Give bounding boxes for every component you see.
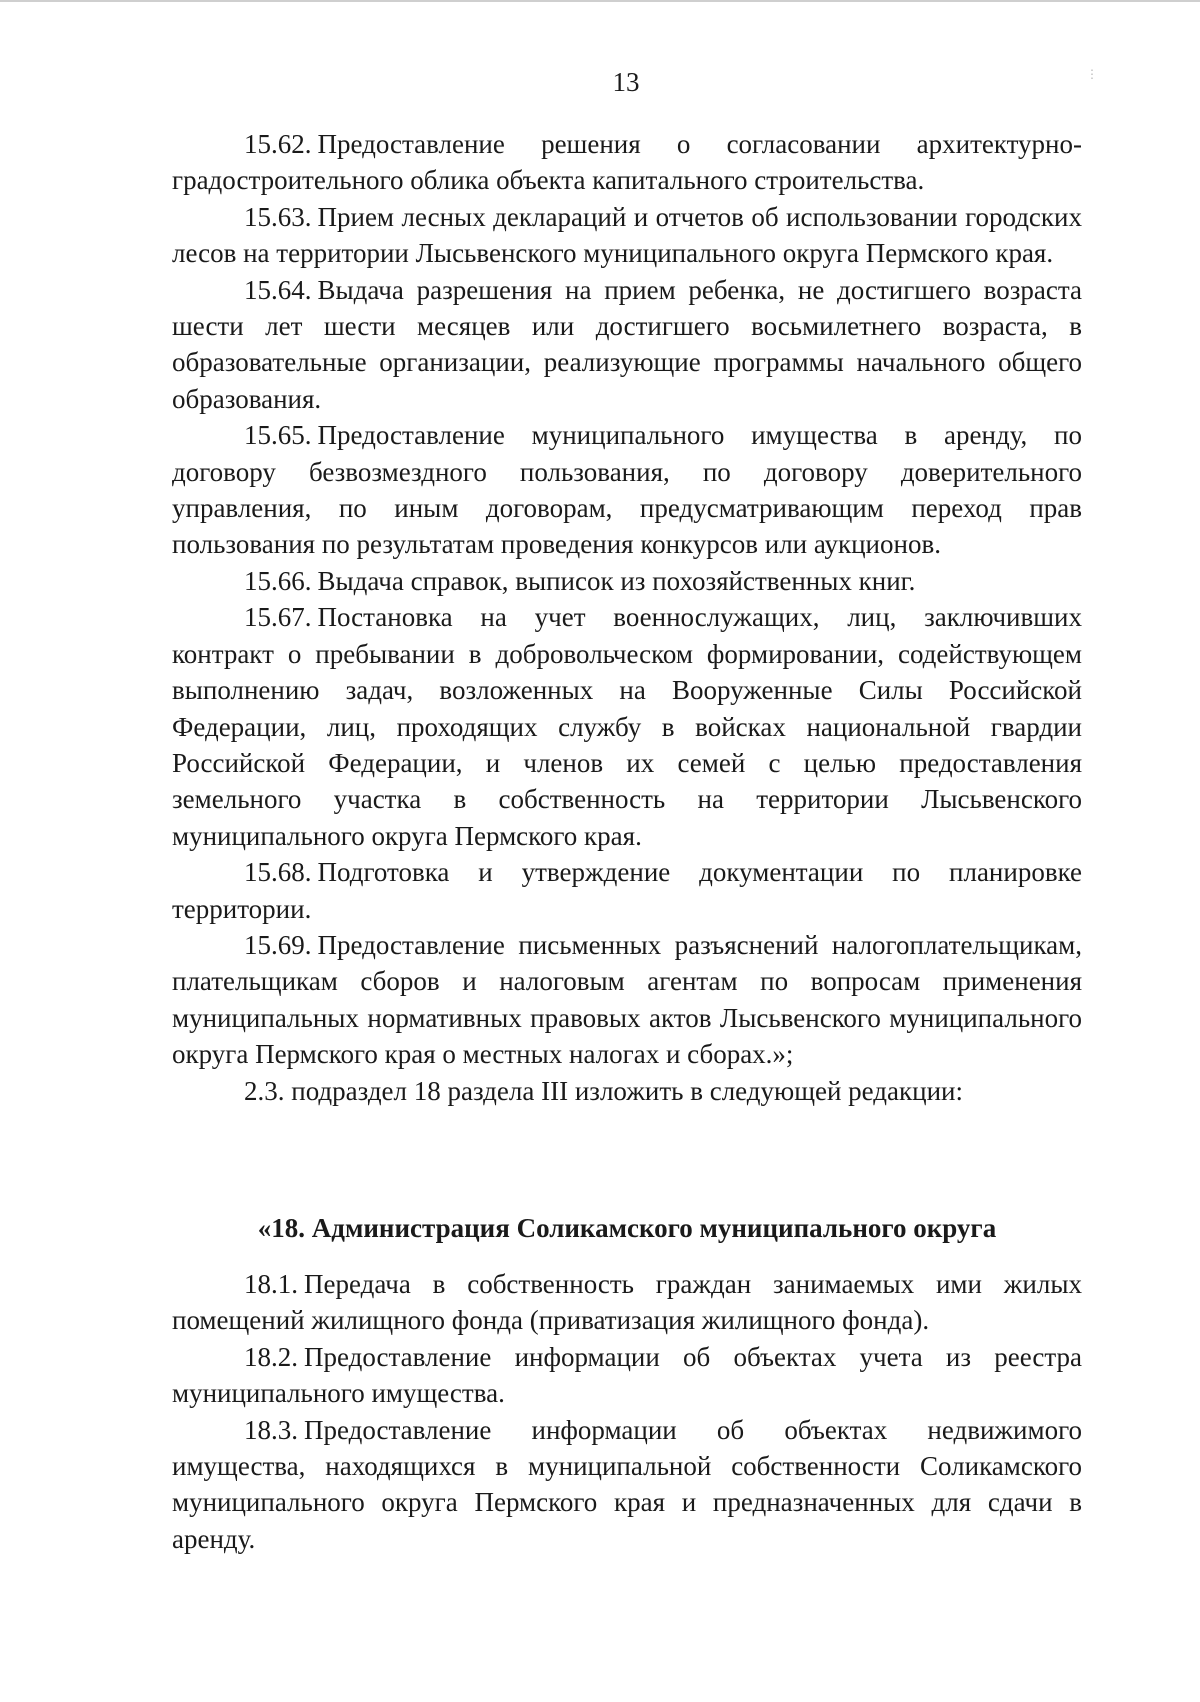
item-text: Выдача разрешения на прием ребенка, не достигшего возраста шести лет шести месяцев или достигшего восьмилетнего возраста, в образовательные организации, реализующие программы начального общего образования. (172, 274, 1082, 414)
item-text: Выдача справок, выписок из похозяйственных книг. (317, 565, 916, 596)
item-number: 15.64. (244, 274, 312, 305)
list-item (172, 1266, 1082, 1339)
section-heading: «18. Администрация Соликамского муниципального округа (257, 1213, 997, 1243)
item-number: 15.67. (244, 602, 312, 633)
item-text: Предоставление решения о согласовании архитектурно-градостроительного облика объекта капитального строительства. (172, 129, 1082, 196)
document-body (172, 126, 1082, 1109)
amendment-paragraph: 2.3. подраздел 18 раздела III изложить в следующей редакции: (244, 1075, 963, 1106)
item-text: Передача в собственность граждан занимаемых ими жилых помещений жилищного фонда (приватизация жилищного фонда). (172, 1269, 1082, 1336)
page-number: 13 (612, 67, 640, 97)
page-top-edge (0, 0, 1200, 2)
list-item (172, 1412, 1082, 1558)
item-number: 18.3. (244, 1414, 298, 1445)
list-item (172, 272, 1082, 418)
list-item (172, 563, 1082, 599)
item-number: 15.68. (244, 857, 312, 888)
item-text: Предоставление письменных разъяснений налогоплательщикам, плательщикам сборов и налоговым агентам по вопросам применения муниципальных нормативных правовых актов Лысьвенского муниципального округа Пермского края о местных налогах и сборах.»; (172, 929, 1082, 1070)
scan-artifact-mark: ⋮ (1086, 67, 1098, 81)
item-number: 15.69. (244, 929, 312, 960)
item-text: Прием лесных деклараций и отчетов об использовании городских лесов на территории Лысьвенского муниципального округа Пермского края. (172, 201, 1082, 269)
item-text: Постановка на учет военнослужащих, лиц, заключивших контракт о пребывании в добровольческом формировании, содействующем выполнению задач, возложенных на Вооруженные Силы Российской Федерации, лиц, проходящих службу в войсках национальной гвардии Российской Федерации, и членов их семей с целью предоставления земельного участка в собственность на территории Лысьвенского муниципального округа Пермского края. (172, 602, 1082, 851)
list-item (172, 854, 1082, 927)
item-number: 18.1. (244, 1269, 298, 1299)
list-item (172, 199, 1082, 272)
item-text: Предоставление информации об объектах недвижимого имущества, находящихся в муниципальной собственности Соликамского муниципального округа Пермского края и предназначенных для сдачи в аренду. (172, 1414, 1082, 1554)
list-item (172, 417, 1082, 563)
list-item (172, 599, 1082, 854)
item-number: 18.2. (244, 1341, 298, 1372)
list-item (172, 927, 1082, 1073)
item-number: 15.66. (244, 565, 312, 596)
item-text: Подготовка и утверждение документации по планировке территории. (172, 857, 1082, 924)
section-body (172, 1266, 1082, 1557)
item-number: 15.62. (244, 129, 312, 159)
item-number: 15.65. (244, 420, 312, 451)
item-text: Предоставление информации об объектах учета из реестра муниципального имущества. (172, 1341, 1082, 1409)
list-item (172, 126, 1082, 199)
item-text: Предоставление муниципального имущества в аренду, по договору безвозмездного пользования, по договору доверительного управления, по иным договорам, предусматривающим переход прав пользования по результатам проведения конкурсов или аукционов. (172, 420, 1082, 560)
list-item (172, 1339, 1082, 1412)
item-number: 15.63. (244, 201, 312, 232)
